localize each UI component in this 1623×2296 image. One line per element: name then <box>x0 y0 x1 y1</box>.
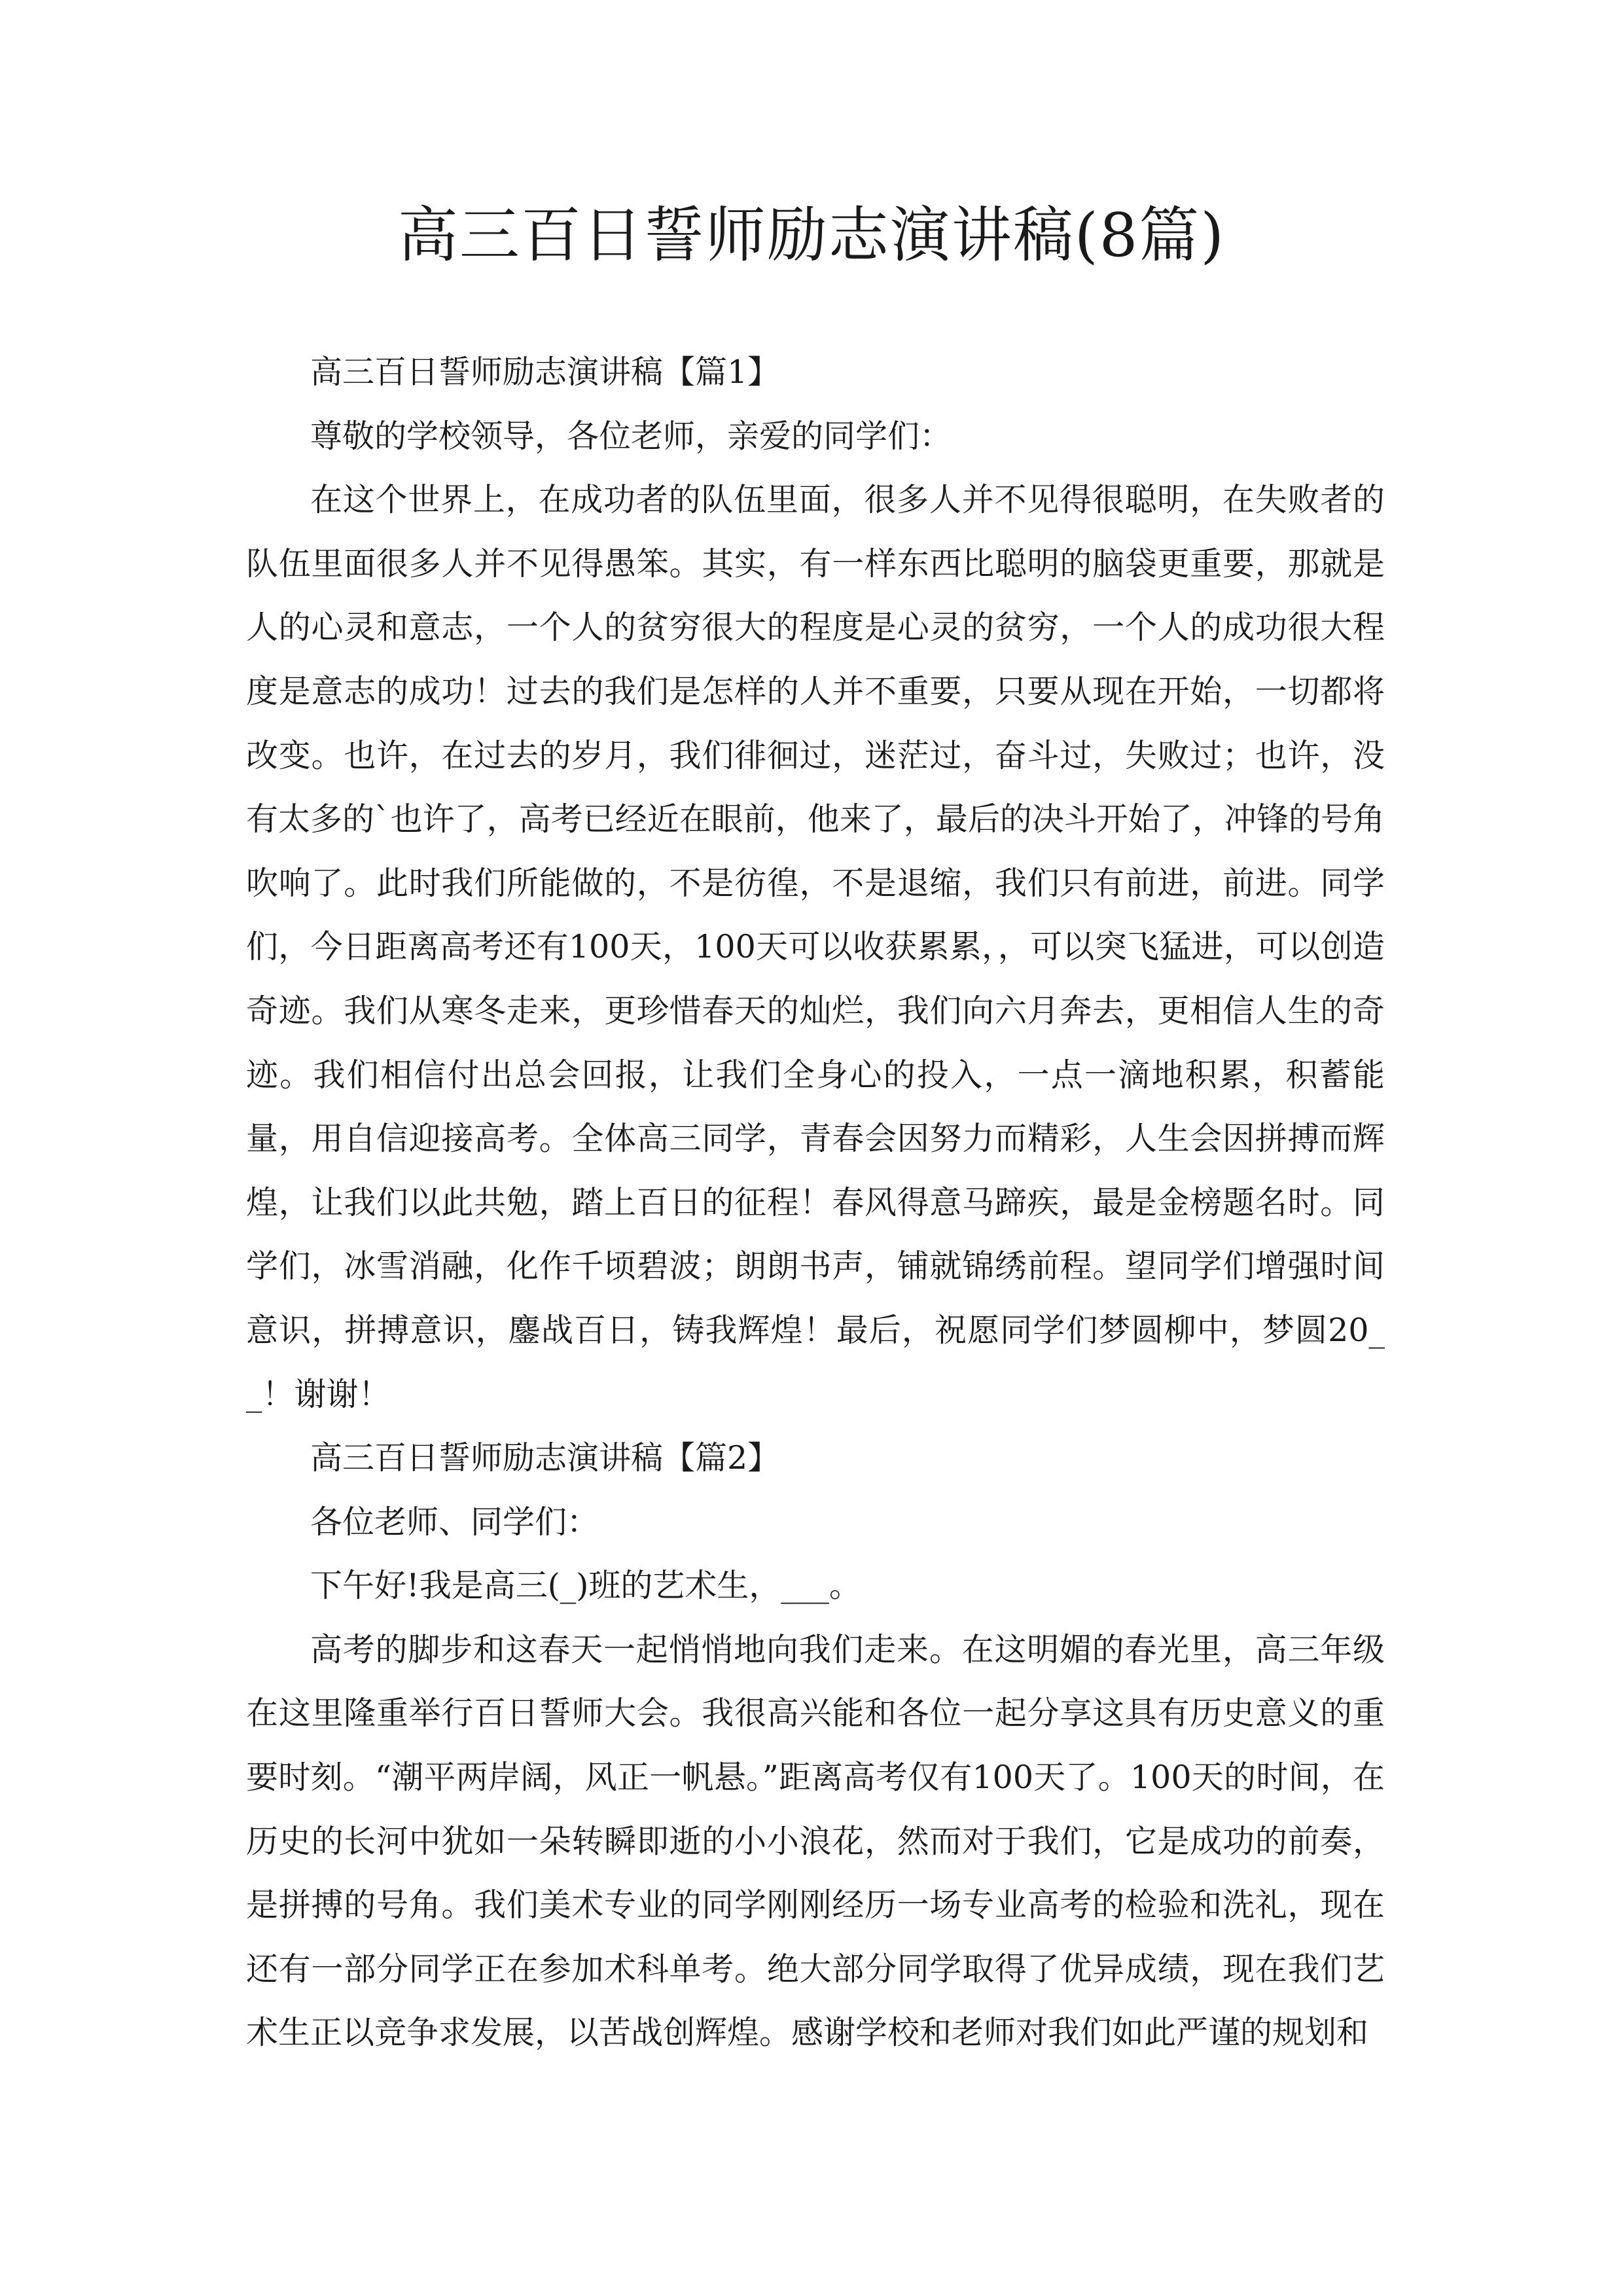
salutation-2: 各位老师、同学们： <box>310 1503 599 1541</box>
body-paragraph-2: 高考的脚步和这春天一起悄悄地向我们走来。在这明媚的春光里，高三年级在这里隆重举行百日誓师大会。我很高兴能和各位一起分享这具有历史意义的重要时刻。“潮平两岸阔，风正一帆悬。”距离高考仅有100天了。100天的时间，在历史的长河中犹如一朵转瞬即逝的小小浪花，然而对于我们，它是成功的前奏，是拼搏的号角。我们美术专业的同学刚刚经历一场专业高考的检验和洗礼，现在还有一部分同学正在参加术科单考。绝大部分同学取得了优异成绩，现在我们艺术生正以竞争求发展，以苦战创辉煌。感谢学校和老师对我们如此严谨的规划和 <box>246 1630 1385 2052</box>
greeting-line: 下午好!我是高三(_)班的艺术生，___。 <box>310 1567 861 1605</box>
body-paragraph-1: 在这个世界上，在成功者的队伍里面，很多人并不见得很聪明，在失败者的队伍里面很多人并不见得愚笨。其实，有一样东西比聪明的脑袋更重要，那就是人的心灵和意志，一个人的贫穷很大的程度是心灵的贫穷，一个人的成功很大程度是意志的成功！过去的我们是怎样的人并不重要，只要从现在开始，一切都将改变。也许，在过去的岁月，我们徘徊过，迷茫过，奋斗过，失败过；也许，没有太多的`也许了，高考已经近在眼前，他来了，最后的决斗开始了，冲锋的号角吹响了。此时我们所能做的，不是彷徨，不是退缩，我们只有前进，前进。同学们，今日距离高考还有100天，100天可以收获累累，，可以突飞猛进，可以创造奇迹。我们从寒冬走来，更珍惜春天的灿烂，我们向六月奔去，更相信人生的奇迹。我们相信付出总会回报，让我们全身心的投入，一点一滴地积累，积蓄能量，用自信迎接高考。全体高三同学，青春会因努力而精彩，人生会因拼搏而辉煌，让我们以此共勉，踏上百日的征程！春风得意马蹄疾，最是金榜题名时。同学们，冰雪消融，化作千顷碧波；朗朗书声，铺就锦绣前程。望同学们增强时间意识，拼搏意识，鏖战百日，铸我辉煌！最后，祝愿同学们梦圆柳中，梦圆20__！谢谢！ <box>246 481 1385 1413</box>
salutation-1: 尊敬的学校领导，各位老师，亲爱的同学们： <box>310 417 952 455</box>
document-title: 高三百日誓师励志演讲稿(8篇) <box>397 200 1226 270</box>
document-body <box>246 340 1385 2065</box>
section-heading-2: 高三百日誓师励志演讲稿【篇2】 <box>310 1439 780 1477</box>
section-heading-1: 高三百日誓师励志演讲稿【篇1】 <box>310 353 780 391</box>
